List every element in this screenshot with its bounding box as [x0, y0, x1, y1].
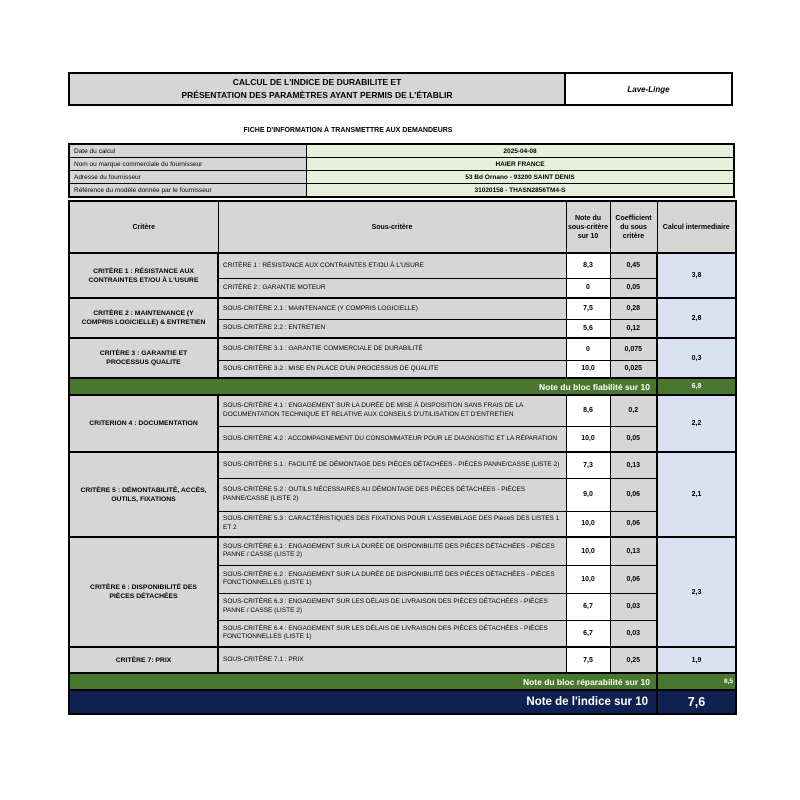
info-label-model-ref: Référence du modèle donnée par le fournisseur [69, 184, 307, 198]
coefficient-cell: 0,45 [610, 253, 657, 278]
fiabilite-score-row [69, 378, 736, 395]
document-title-line1: CALCUL DE L'INDICE DE DURABILITE ET [232, 77, 402, 87]
document-title [68, 72, 566, 106]
document-title-line2: PRÉSENTATION DES PARAMÈTRES AYANT PERMIS DE L'ÉTABLIR [181, 90, 453, 100]
sous-critere-cell: SOUS-CRITÈRE 7.1 : PRIX [218, 647, 566, 673]
info-label-date: Date du calcul [69, 144, 307, 158]
column-header-calcul: Calcul intermediaire [657, 201, 736, 253]
coefficient-cell: 0,05 [610, 278, 657, 298]
calc-cell: 2,2 [657, 395, 736, 452]
sous-critere-cell: SOUS-CRITÈRE 3.2 : MISE EN PLACE D'UN PROCESSUS DE QUALITE [218, 360, 566, 378]
sous-critere-cell: SOUS-CRITÈRE 2.2 : ENTRETIEN [218, 319, 566, 338]
column-header-sous-critere: Sous-critère [218, 201, 566, 253]
table-row [69, 338, 736, 360]
info-value-supplier-address: 53 Bd Ornano - 93200 SAINT DENIS [307, 171, 735, 184]
table-row [69, 253, 736, 278]
note-cell: 7,5 [566, 647, 610, 673]
index-score-row [69, 690, 736, 714]
coefficient-cell: 0,03 [610, 620, 657, 647]
note-cell: 0 [566, 278, 610, 298]
note-cell: 5,6 [566, 319, 610, 338]
sous-critere-cell: SOUS-CRITÈRE 6.3 : ENGAGEMENT SUR LES DÉLAIS DE LIVRAISON DES PIÈCES DÉTACHÉES - PIÈCES PANNE / CASSE (LISTE 2) [218, 593, 566, 620]
note-cell: 6,7 [566, 620, 610, 647]
reparabilite-score-label: Note du bloc réparabilité sur 10 [69, 673, 657, 690]
note-cell: 7,3 [566, 452, 610, 478]
critere-cell: CRITERION 4 : DOCUMENTATION [69, 395, 218, 452]
sous-critere-cell: SOUS-CRITÈRE 5.3 : CARACTÉRISTIQUES DES FIXATIONS POUR L'ASSEMBLAGE DES PièceS DES LISTES 1 ET 2 [218, 511, 566, 537]
sous-critere-cell: CRITÈRE 1 : RÉSISTANCE AUX CONTRAINTES ET/OU À L'USURE [218, 253, 566, 278]
table-header-row [69, 201, 736, 253]
sous-critere-cell: SOUS-CRITÈRE 6.1 : ENGAGEMENT SUR LA DURÉE DE DISPONIBILITÉ DES PIÈCES DÉTACHÉES - PIÈCES PANNE / CASSE (LISTE 2) [218, 537, 566, 565]
reparabilite-score-value: 8,5 [657, 673, 736, 690]
note-cell: 10,0 [566, 537, 610, 565]
sous-critere-cell: SOUS-CRITÈRE 5.1 : FACILITÉ DE DÉMONTAGE DES PIÈCES DÉTACHÉES - PIÈCES PANNE/CASSE (LISTE 2) [218, 452, 566, 478]
info-value-supplier-name: HAIER FRANCE [307, 158, 735, 171]
product-type-label: Lave-Linge [627, 84, 670, 94]
calc-cell: 0,3 [657, 338, 736, 378]
coefficient-cell: 0,2 [610, 395, 657, 426]
sous-critere-cell: SOUS-CRITÈRE 6.2 : ENGAGEMENT SUR LA DURÉE DE DISPONIBILITÉ DES PIÈCES DÉTACHÉES - PIÈCES FONCTIONNELLES (LISTE 1) [218, 565, 566, 593]
info-label-supplier-name: Nom ou marque commerciale du fournisseur [69, 158, 307, 171]
table-row [69, 298, 736, 319]
note-cell: 10,0 [566, 426, 610, 452]
coefficient-cell: 0,13 [610, 452, 657, 478]
critere-cell: CRITÈRE 6 : DISPONIBILITÉ DES PIÈCES DÉTACHÉES [69, 537, 218, 647]
coefficient-cell: 0,06 [610, 511, 657, 537]
calc-cell: 2,1 [657, 452, 736, 537]
table-row [69, 395, 736, 426]
info-row [69, 144, 734, 158]
coefficient-cell: 0,13 [610, 537, 657, 565]
info-value-date: 2025-04-08 [307, 144, 735, 158]
criteria-table [68, 200, 737, 715]
note-cell: 10,0 [566, 360, 610, 378]
column-header-note: Note du sous-critère sur 10 [566, 201, 610, 253]
sous-critere-cell: SOUS-CRITÈRE 3.1 : GARANTIE COMMERCIALE DE DURABILITÉ [218, 338, 566, 360]
table-row [69, 537, 736, 565]
coefficient-cell: 0,25 [610, 647, 657, 673]
table-row [69, 452, 736, 478]
info-row [69, 184, 734, 198]
critere-cell: CRITÈRE 5 : DÉMONTABILITÉ, ACCÈS, OUTILS, FIXATIONS [69, 452, 218, 537]
critere-cell: CRITÈRE 2 : MAINTENANCE (Y COMPRIS LOGICIELLE) & ENTRETIEN [69, 298, 218, 338]
sous-critere-cell: SOUS-CRITÈRE 5.2 : OUTILS NÉCESSAIRES AU DÉMONTAGE DES PIÈCES DÉTACHÉES - PIÈCES PANNE/CASSE (LISTE 2) [218, 478, 566, 511]
sous-critere-cell: SOUS-CRITÈRE 6.4 : ENGAGEMENT SUR LES DÉLAIS DE LIVRAISON DES PIÈCES DÉTACHÉES - PIÈCES FONCTIONNELLES (LISTE 1) [218, 620, 566, 647]
supplier-info-table [68, 143, 735, 198]
document-subtitle: FICHE D'INFORMATION À TRANSMETTRE AUX DEMANDEURS [243, 127, 453, 134]
coefficient-cell: 0,03 [610, 593, 657, 620]
calc-cell: 1,9 [657, 647, 736, 673]
document-header [68, 72, 735, 106]
info-row [69, 158, 734, 171]
fiabilite-score-label: Note du bloc fiabilité sur 10 [69, 378, 657, 395]
fiabilite-score-value: 6,8 [657, 378, 736, 395]
coefficient-cell: 0,12 [610, 319, 657, 338]
critere-cell: CRITÈRE 7: PRIX [69, 647, 218, 673]
note-cell: 9,0 [566, 478, 610, 511]
note-cell: 0 [566, 338, 610, 360]
note-cell: 10,0 [566, 565, 610, 593]
calc-cell: 2,8 [657, 298, 736, 338]
coefficient-cell: 0,05 [610, 426, 657, 452]
note-cell: 7,5 [566, 298, 610, 319]
note-cell: 8,3 [566, 253, 610, 278]
coefficient-cell: 0,075 [610, 338, 657, 360]
info-value-model-ref: 31020158 - THASN2856TM4-S [307, 184, 735, 198]
coefficient-cell: 0,025 [610, 360, 657, 378]
coefficient-cell: 0,06 [610, 478, 657, 511]
critere-cell: CRITÈRE 3 : GARANTIE ET PROCESSUS QUALITE [69, 338, 218, 378]
calc-cell: 3,8 [657, 253, 736, 298]
index-score-label: Note de l'indice sur 10 [69, 690, 657, 714]
table-row [69, 647, 736, 673]
column-header-coefficient: Coefficient du sous critère [610, 201, 657, 253]
sous-critere-cell: SOUS-CRITÈRE 4.1 : ENGAGEMENT SUR LA DURÉE DE MISE À DISPOSITION SANS FRAIS DE LA DOCUMENTATION TECHNIQUE ET RELATIVE AUX CONSEILS D'UTILISATION ET D'ENTRETIEN [218, 395, 566, 426]
column-header-critere: Critère [69, 201, 218, 253]
note-cell: 10,0 [566, 511, 610, 537]
critere-cell: CRITÈRE 1 : RÉSISTANCE AUX CONTRAINTES ET/OU À L'USURE [69, 253, 218, 298]
sous-critere-cell: SOUS-CRITÈRE 4.2 : ACCOMPAGNEMENT DU CONSOMMATEUR POUR LE DIAGNOSTIC ET LA RÉPARATION [218, 426, 566, 452]
coefficient-cell: 0,28 [610, 298, 657, 319]
note-cell: 6,7 [566, 593, 610, 620]
info-label-supplier-address: Adresse du fournisseur [69, 171, 307, 184]
note-cell: 8,6 [566, 395, 610, 426]
sous-critere-cell: SOUS-CRITÈRE 2.1 : MAINTENANCE (Y COMPRIS LOGICIELLE) [218, 298, 566, 319]
index-score-value: 7,6 [657, 690, 736, 714]
sous-critere-cell: CRITÈRE 2 : GARANTIE MOTEUR [218, 278, 566, 298]
product-type-box [564, 72, 733, 106]
reparabilite-score-row [69, 673, 736, 690]
coefficient-cell: 0,06 [610, 565, 657, 593]
info-row [69, 171, 734, 184]
calc-cell: 2,3 [657, 537, 736, 647]
